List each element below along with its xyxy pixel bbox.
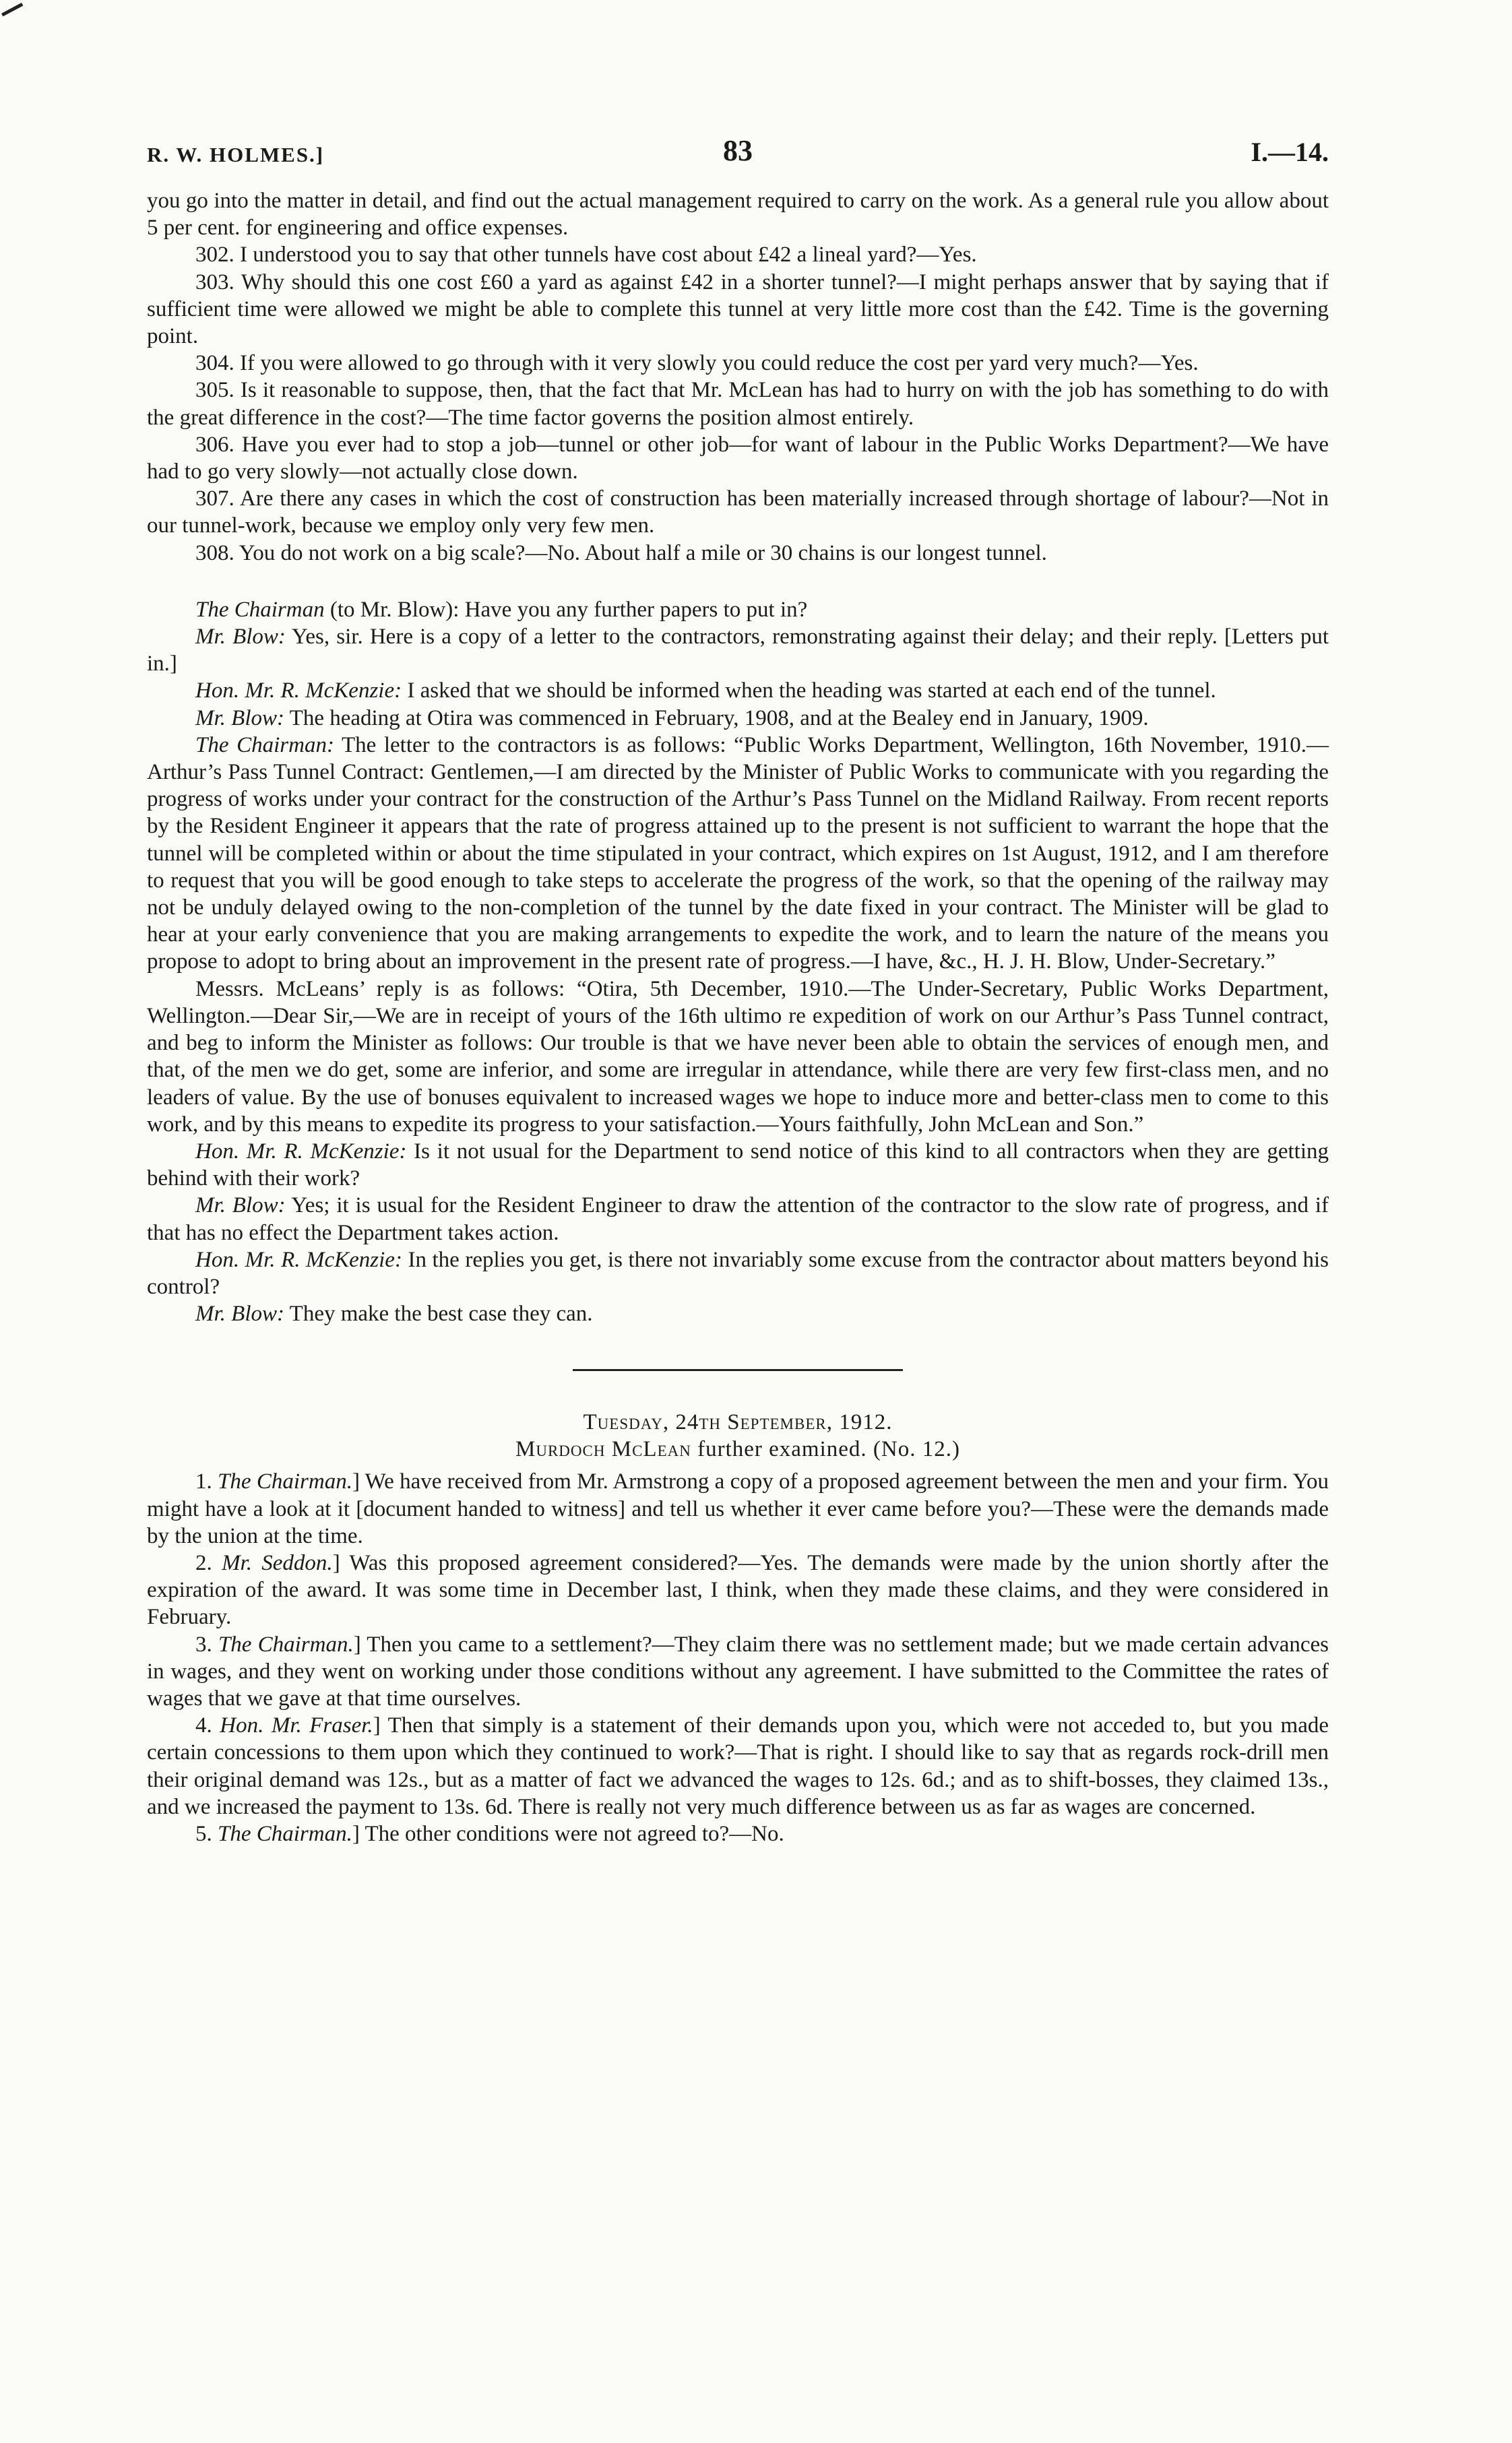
speaker: Mr. Seddon.	[222, 1550, 333, 1575]
speech-text: The letter to the contractors is as follows: “Public Works Department, Wellington, 16th November, 1910.—Arthur’s Pass Tunnel Contract: Gentlemen,—I am directed by the Minister of Public Works to communicate with you regarding the progress of works under your contract for the construction of the Arthur’s Pass Tunnel on the Midland Railway. From recent reports by the Resident Engineer it appears that the rate of progress attained up to the present is not sufficient to warrant the hope that the tunnel will be completed within or about the time stipulated in your contract, which expires on 1st August, 1912, and I am therefore to request that you will be good enough to take steps to accelerate the progress of the work, so that the opening of the railway may not be unduly delayed owing to the non-completion of the tunnel by the date fixed in your contract. The Minister will be glad to hear at your early convenience that you are making arrangements to expedite the work, and to learn the nature of the means you propose to adopt to bring about an improvement in the present rate of progress.—I have, &c., H. J. H. Blow, Under-Secretary.”	[147, 732, 1329, 974]
speech-paragraph	[147, 976, 1329, 1138]
question-number: 2.	[195, 1550, 222, 1575]
question-paragraph	[147, 1712, 1329, 1820]
question-paragraph	[147, 1550, 1329, 1631]
spacer-text	[286, 1193, 292, 1217]
speaker: Hon. Mr. R. McKenzie:	[195, 678, 402, 703]
speech-text: Have you any further papers to put in?	[464, 597, 808, 622]
speech-paragraph	[147, 596, 1329, 623]
speech-paragraph	[147, 1300, 1329, 1327]
question-paragraph	[147, 1468, 1329, 1550]
speech-text: Yes; it is usual for the Resident Engineer to draw the attention of the contractor to the slow rate of progress, and if that has no effect the Department takes action.	[147, 1193, 1329, 1245]
speech-paragraph	[147, 1246, 1329, 1300]
question-paragraph	[147, 1631, 1329, 1713]
page-number: 83	[723, 134, 753, 167]
question-number: 3.	[195, 1632, 218, 1657]
speaker: Hon. Mr. Fraser.	[220, 1713, 373, 1738]
speech-text: Yes, sir. Here is a copy of a letter to the contractors, remonstrating against their delay; and their reply. [Letters put in.]	[147, 625, 1329, 676]
sitting-date: Tuesday, 24th September, 1912.	[583, 1410, 893, 1435]
paragraph: 306. Have you ever had to stop a job—tunnel or other job—for want of labour in the Public Works Department?—We have had to go very slowly—not actually close down.	[147, 432, 1329, 484]
page-header	[147, 133, 1329, 187]
evidence-block-3	[147, 1468, 1329, 1847]
speech-paragraph	[147, 623, 1329, 677]
paragraph: 308. You do not work on a big scale?—No. About half a mile or 30 chains is our longest tunnel.	[195, 540, 1047, 565]
speaker: Mr. Blow:	[195, 1302, 284, 1327]
speech-text: The heading at Otira was commenced in February, 1908, and at the Bealey end in January, 1909.	[289, 705, 1149, 730]
spacer-text	[286, 625, 292, 649]
speech-text: I asked that we should be informed when the heading was started at each end of the tunnel.	[407, 678, 1216, 703]
corner-mark	[1, 3, 29, 27]
section-divider	[573, 1369, 903, 1371]
paragraph: 305. Is it reasonable to suppose, then, that the fact that Mr. McLean has had to hurry on with the job has something to do with the great difference in the cost?—The time factor governs the position almost entirely.	[147, 378, 1329, 430]
speaker: Hon. Mr. R. McKenzie:	[195, 1139, 407, 1164]
question-text: ] The other conditions were not agreed to?—No.	[352, 1821, 784, 1846]
document-page	[147, 133, 1329, 1847]
speech-text: Messrs. McLeans’ reply is as follows: “Otira, 5th December, 1910.—The Under-Secretary, Public Works Department, Wellington.—Dear Sir,—We are in receipt of yours of the 16th ultimo re expedition of work on our Arthur’s Pass Tunnel contract, and beg to inform the Minister as follows: Our trouble is that we have never been able to obtain the services of enough men, and that, of the men we do get, some are inferior, and some are irregular in attendance, while there are very few first-class men, and no leaders of value. By the use of bonuses equivalent to increased wages we hope to induce more and better-class men to come to this work, and by this means to expedite its progress to your satisfaction.—Yours faithfully, John McLean and Son.”	[147, 976, 1329, 1137]
speaker: The Chairman	[195, 597, 325, 622]
paragraph: 307. Are there any cases in which the cost of construction has been materially increased through shortage of labour?—Not in our tunnel-work, because we employ only very few men.	[147, 486, 1329, 538]
witness-status: further examined. (No. 12.)	[691, 1437, 960, 1462]
question-number: 1.	[195, 1469, 218, 1494]
spacer-text	[406, 1139, 414, 1164]
spacer-text	[334, 733, 342, 757]
witness-name: Murdoch McLean	[515, 1437, 691, 1462]
speech-text: Is it not usual for the Department to send notice of this kind to all contractors when they are getting behind with their work?	[147, 1139, 1329, 1191]
speaker: The Chairman.	[218, 1821, 352, 1846]
spacer	[147, 567, 1329, 596]
spacer	[147, 1463, 1329, 1468]
header-witness: R. W. HOLMES.]	[147, 143, 325, 166]
spacer-text	[284, 706, 290, 730]
speaker-note: (to Mr. Blow):	[324, 597, 465, 622]
spacer-text	[284, 1302, 290, 1326]
speaker: The Chairman:	[195, 732, 334, 757]
witness-heading	[147, 1436, 1329, 1463]
speech-text: They make the best case they can.	[289, 1302, 593, 1327]
paragraph: 302. I understood you to say that other tunnels have cost about £42 a lineal yard?—Yes.	[195, 243, 977, 267]
speech-paragraph	[147, 705, 1329, 732]
evidence-block-2	[147, 596, 1329, 1327]
speech-text: In the replies you get, is there not invariably some excuse from the contractor about matters beyond his control?	[147, 1247, 1329, 1299]
speaker: Mr. Blow:	[195, 705, 284, 730]
question-text: ] We have received from Mr. Armstrong a copy of a proposed agreement between the men and your firm. You might have a look at it [document handed to witness] and tell us whether it ever came before you?—These were the demands made by the union at the time.	[147, 1469, 1329, 1548]
paper-reference: I.—14.	[1251, 137, 1329, 167]
speaker: The Chairman.	[218, 1632, 354, 1657]
question-number: 5.	[195, 1821, 218, 1846]
paragraph: 303. Why should this one cost £60 a yard as against £42 in a shorter tunnel?—I might perhaps answer that by saying that if sufficient time were allowed we might be able to complete this tunnel at very little more cost than the £42. Time is the governing point.	[147, 269, 1329, 349]
speech-paragraph	[147, 1138, 1329, 1192]
speech-paragraph	[147, 1192, 1329, 1246]
question-text: ] Then that simply is a statement of their demands upon you, which were not acceded to, but you made certain concessions to them upon which they continued to work?—That is right. I should like to say that as regards rock-drill men their original demand was 12s., but as a matter of fact we advanced the wages to 12s. 6d.; and as to shift-bosses, they claimed 13s., and we increased the payment to 13s. 6d. There is really not very much difference between us as far as wages are concerned.	[147, 1713, 1329, 1819]
speaker: The Chairman.	[218, 1469, 352, 1494]
paragraph: you go into the matter in detail, and find out the actual management required to carry on the work. As a general rule you allow about 5 per cent. for engineering and office expenses.	[147, 189, 1329, 241]
speech-paragraph	[147, 677, 1329, 704]
question-paragraph	[147, 1820, 1329, 1847]
speaker: Mr. Blow:	[195, 1193, 286, 1218]
paragraph: 304. If you were allowed to go through with it very slowly you could reduce the cost per yard very much?—Yes.	[195, 351, 1199, 376]
question-text: ] Was this proposed agreement considered?—Yes. The demands were made by the union shortly after the expiration of the award. It was some time in December last, I think, when they made these claims, and they were considered in February.	[147, 1550, 1329, 1630]
question-number: 4.	[195, 1713, 220, 1738]
speaker: Hon. Mr. R. McKenzie:	[195, 1247, 402, 1272]
question-text: ] Then you came to a settlement?—They claim there was no settlement made; but we made certain advances in wages, and they went on working under those conditions without any agreement. I have submitted to the Committee the rates of wages that we gave at that time ourselves.	[147, 1632, 1329, 1711]
speaker: Mr. Blow:	[195, 625, 286, 649]
speech-paragraph	[147, 732, 1329, 976]
evidence-block-1	[147, 187, 1329, 567]
